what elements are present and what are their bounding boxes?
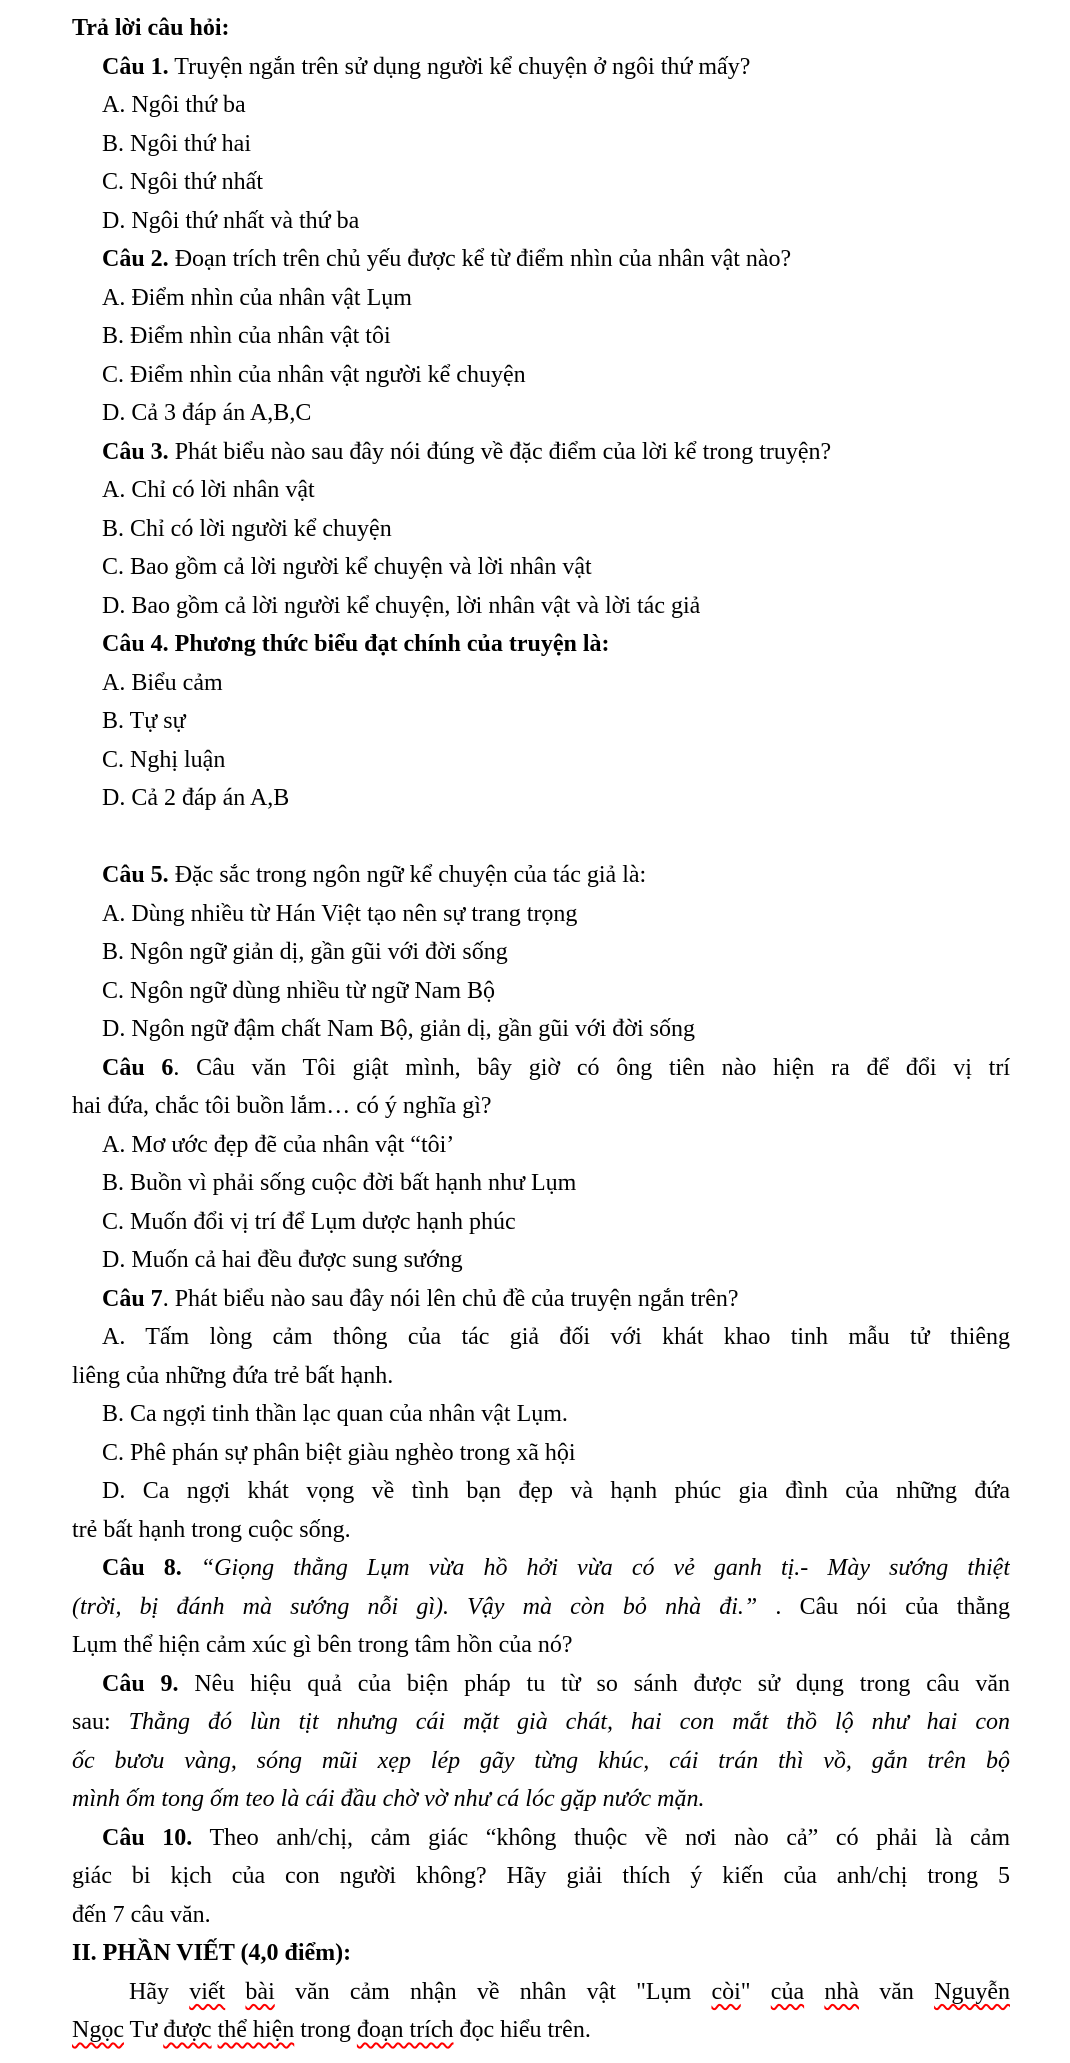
question-9-line-2 bbox=[72, 1703, 1010, 1742]
question-9-line-1-number-label: Câu 9. bbox=[102, 1670, 179, 1697]
question-6-option-d bbox=[72, 1241, 1010, 1280]
question-1-option-c-text-0: C. Ngôi thứ nhất bbox=[102, 169, 264, 195]
question-10-line-1-number-label: Câu 10. bbox=[102, 1824, 193, 1851]
question-1-option-c bbox=[72, 163, 1010, 202]
essay-prompt-line-1-text-4: văn cảm nhận về nhân vật "Lụm bbox=[274, 1978, 712, 2005]
essay-prompt-line-2-spellcheck-word-4: thể hiện bbox=[217, 2017, 295, 2043]
question-6-option-a-text-0: A. Mơ ước đẹp đẽ của nhân vật “tôi’ bbox=[102, 1131, 455, 1158]
question-8-line-1 bbox=[72, 1549, 1010, 1588]
question-1-option-a bbox=[72, 86, 1010, 125]
question-1-number-label: Câu 1. bbox=[102, 53, 169, 80]
question-7-option-b-text-0: B. Ca ngợi tinh thần lạc quan của nhân vật Lụm. bbox=[102, 1401, 568, 1427]
question-7-option-a-line-1 bbox=[72, 1318, 1010, 1357]
essay-prompt-line-1-text-8 bbox=[804, 1979, 824, 2005]
question-3-option-c-text-0: C. Bao gồm cả lời người kể chuyện và lời nhân vật bbox=[102, 554, 592, 580]
question-7-option-d-line-1-text-0: D. Ca ngợi khát vọng về tình bạn đẹp và hạnh phúc gia đình của những đứa bbox=[102, 1478, 1010, 1504]
question-5-option-a-text-0: A. Dùng nhiều từ Hán Việt tạo nên sự trang trọng bbox=[102, 900, 578, 927]
question-4-option-a bbox=[72, 664, 1010, 703]
essay-prompt-line-1-text-10: văn bbox=[858, 1978, 935, 2005]
question-7-text-1: . Phát biểu nào sau đây nói lên chủ đề của truyện ngắn trên? bbox=[162, 1285, 739, 1312]
question-6-line-1-text-1: . Câu văn Tôi giật mình, bây giờ có ông tiên nào hiện ra để đổi vị trí bbox=[173, 1054, 1010, 1081]
question-6-line-2 bbox=[72, 1087, 1010, 1126]
essay-prompt-line-1-spellcheck-word-9: nhà bbox=[824, 1978, 859, 2005]
question-9-line-4-text-0: mình ốm tong ốm teo là cái đầu chờ vờ như cá lóc gặp nước mặn. bbox=[72, 1786, 705, 1812]
section-ii-heading bbox=[72, 1934, 1010, 1973]
question-4-option-a-text-0: A. Biểu cảm bbox=[102, 669, 223, 696]
question-1-option-a-text-0: A. Ngôi thứ ba bbox=[102, 92, 246, 118]
question-2-option-b bbox=[72, 317, 1010, 356]
question-3-option-a-text-0: A. Chỉ có lời nhân vật bbox=[102, 477, 315, 503]
question-5-option-b-text-0: B. Ngôn ngữ giản dị, gần gũi với đời sống bbox=[102, 939, 508, 965]
question-3-option-a bbox=[72, 471, 1010, 510]
question-3 bbox=[72, 433, 1010, 472]
question-4-option-b bbox=[72, 702, 1010, 741]
question-6-option-c bbox=[72, 1203, 1010, 1242]
question-3-option-d-text-0: D. Bao gồm cả lời người kể chuyện, lời nhân vật và lời tác giả bbox=[102, 592, 701, 619]
essay-prompt-line-1-text-0: Hãy bbox=[129, 1978, 190, 2005]
question-7-option-a-line-1-text-0: A. Tấm lòng cảm thông của tác giả đối với khát khao tinh mẫu tử thiêng bbox=[102, 1324, 1010, 1350]
essay-prompt-line-1-spellcheck-word-5: còi bbox=[711, 1978, 741, 2005]
essay-prompt-line-2-spellcheck-word-6: đoạn trích bbox=[356, 2017, 454, 2043]
question-2-option-b-text-0: B. Điểm nhìn của nhân vật tôi bbox=[102, 323, 391, 349]
question-2-number-label: Câu 2. bbox=[102, 246, 169, 272]
question-7-option-c bbox=[72, 1434, 1010, 1473]
question-10-line-1-text-1: Theo anh/chị, cảm giác “không thuộc về nơi nào cả” có phải là cảm bbox=[192, 1824, 1010, 1851]
question-6-option-a bbox=[72, 1126, 1010, 1165]
question-4-option-c bbox=[72, 741, 1010, 780]
question-6-option-b-text-0: B. Buồn vì phải sống cuộc đời bất hạnh như Lụm bbox=[102, 1170, 577, 1196]
question-9-line-1-text-1: Nêu hiệu quả của biện pháp tu từ so sánh được sử dụng trong câu văn bbox=[178, 1670, 1010, 1697]
question-7-option-a-line-2 bbox=[72, 1357, 1010, 1396]
question-5-text-1: Đặc sắc trong ngôn ngữ kể chuyện của tác giả là: bbox=[168, 862, 647, 888]
question-8-line-2-text-0: (trời, bị đánh mà sướng nỗi gì). Vậy mà còn bỏ nhà đi.” bbox=[72, 1593, 758, 1620]
question-6-option-d-text-0: D. Muốn cả hai đều được sung sướng bbox=[102, 1247, 463, 1273]
question-5-option-d-text-0: D. Ngôn ngữ đậm chất Nam Bộ, giản dị, gần gũi với đời sống bbox=[102, 1016, 695, 1042]
question-2-option-d-text-0: D. Cả 3 đáp án A,B,C bbox=[102, 400, 312, 426]
question-3-option-c bbox=[72, 548, 1010, 587]
question-9-line-4 bbox=[72, 1780, 1010, 1819]
essay-prompt-line-1-spellcheck-word-1: viết bbox=[189, 1978, 226, 2005]
question-5-option-c-text-0: C. Ngôn ngữ dùng nhiều từ ngữ Nam Bộ bbox=[102, 977, 496, 1004]
question-5 bbox=[72, 856, 1010, 895]
question-7-option-c-text-0: C. Phê phán sự phân biệt giàu nghèo trong xã hội bbox=[102, 1439, 576, 1466]
essay-prompt-line-1-spellcheck-word-7: của bbox=[770, 1978, 805, 2005]
question-8-line-1-text-1: “Giọng thằng Lụm vừa hồ hởi vừa có vẻ ganh tị.- Mày sướng thiệt bbox=[181, 1555, 1010, 1581]
essay-prompt-line-1-text-2 bbox=[225, 1979, 245, 2005]
question-6-line-1-number-label: Câu 6 bbox=[102, 1054, 174, 1081]
answer-instruction-heading-number-label: Trả lời câu hỏi: bbox=[72, 15, 230, 41]
question-2-option-a-text-0: A. Điểm nhìn của nhân vật Lụm bbox=[102, 284, 412, 311]
question-2-option-a bbox=[72, 279, 1010, 318]
blank-line bbox=[72, 818, 1010, 857]
essay-prompt-line-2-text-1: Tư bbox=[123, 2017, 164, 2043]
question-4-option-c-text-0: C. Nghị luận bbox=[102, 746, 226, 773]
question-10-line-3-text-0: đến 7 câu văn. bbox=[72, 1901, 211, 1928]
question-4-option-d-text-0: D. Cả 2 đáp án A,B bbox=[102, 785, 290, 811]
question-2-option-c-text-0: C. Điểm nhìn của nhân vật người kể chuyện bbox=[102, 361, 526, 388]
section-ii-heading-number-label: II. PHẦN VIẾT (4,0 điểm): bbox=[72, 1940, 352, 1966]
question-10-line-3 bbox=[72, 1896, 1010, 1935]
question-2-option-c bbox=[72, 356, 1010, 395]
question-9-line-2-text-1: Thằng đó lùn tịt nhưng cái mặt già chát, hai con mắt thồ lộ như hai con bbox=[128, 1709, 1010, 1735]
question-7-option-d-line-2-text-0: trẻ bất hạnh trong cuộc sống. bbox=[72, 1516, 351, 1543]
question-6-option-b bbox=[72, 1164, 1010, 1203]
question-5-number-label: Câu 5. bbox=[102, 862, 169, 888]
question-4 bbox=[72, 625, 1010, 664]
essay-prompt-line-1-text-6: " bbox=[740, 1978, 771, 2005]
essay-prompt-line-2-spellcheck-word-0: Ngọc bbox=[72, 2017, 124, 2043]
question-5-option-a bbox=[72, 895, 1010, 934]
question-7-number-label: Câu 7 bbox=[102, 1285, 163, 1312]
question-1-option-d-text-0: D. Ngôi thứ nhất và thứ ba bbox=[102, 207, 360, 234]
question-1-option-b bbox=[72, 125, 1010, 164]
question-3-text-1: Phát biểu nào sau đây nói đúng về đặc điểm của lời kể trong truyện? bbox=[168, 438, 832, 465]
question-3-option-b-text-0: B. Chỉ có lời người kể chuyện bbox=[102, 515, 392, 542]
question-3-number-label: Câu 3. bbox=[102, 438, 169, 465]
essay-prompt-line-1-spellcheck-word-3: bài bbox=[245, 1978, 275, 2005]
question-8-line-2 bbox=[72, 1588, 1010, 1627]
answer-instruction-heading bbox=[72, 9, 1010, 48]
question-7-option-d-line-1 bbox=[72, 1472, 1010, 1511]
document-text-body bbox=[72, 9, 1010, 2050]
question-4-number-label: Câu 4. Phương thức biểu đạt chính của truyện là: bbox=[102, 631, 610, 657]
question-1-option-b-text-0: B. Ngôi thứ hai bbox=[102, 130, 252, 157]
question-2-text-1: Đoạn trích trên chủ yếu được kể từ điểm nhìn của nhân vật nào? bbox=[168, 246, 792, 272]
question-9-line-3 bbox=[72, 1742, 1010, 1781]
question-10-line-2-text-0: giác bi kịch của con người không? Hãy giải thích ý kiến của anh/chị trong 5 bbox=[72, 1863, 1010, 1889]
question-9-line-3-text-0: ốc bươu vàng, sóng mũi xẹp lép gãy từng khúc, cái trán thì vồ, gắn trên bộ bbox=[72, 1747, 1010, 1774]
question-4-option-b-text-0: B. Tự sự bbox=[102, 708, 186, 734]
question-5-option-b bbox=[72, 933, 1010, 972]
question-8-line-2-text-1: . Câu nói của thằng bbox=[757, 1593, 1010, 1620]
question-7-option-b bbox=[72, 1395, 1010, 1434]
question-5-option-c bbox=[72, 972, 1010, 1011]
question-7-option-a-line-2-text-0: liêng của những đứa trẻ bất hạnh. bbox=[72, 1362, 394, 1389]
question-8-line-3-text-0: Lụm thể hiện cảm xúc gì bên trong tâm hồn của nó? bbox=[72, 1632, 573, 1658]
essay-prompt-line-2-text-5: trong bbox=[294, 2017, 357, 2043]
question-7-option-d-line-2 bbox=[72, 1511, 1010, 1550]
question-10-line-2 bbox=[72, 1857, 1010, 1896]
essay-prompt-line-1-spellcheck-word-11: Nguyễn bbox=[934, 1978, 1010, 2005]
essay-prompt-line-1 bbox=[72, 1973, 1010, 2012]
question-6-option-c-text-0: C. Muốn đổi vị trí để Lụm dược hạnh phúc bbox=[102, 1208, 516, 1235]
question-2 bbox=[72, 240, 1010, 279]
question-1-text-1: Truyện ngắn trên sử dụng người kể chuyện ở ngôi thứ mấy? bbox=[168, 53, 751, 80]
essay-prompt-line-2-spellcheck-word-2: được bbox=[163, 2017, 212, 2043]
question-6-line-1 bbox=[72, 1049, 1010, 1088]
question-7 bbox=[72, 1280, 1010, 1319]
question-4-option-d bbox=[72, 779, 1010, 818]
question-3-option-d bbox=[72, 587, 1010, 626]
question-2-option-d bbox=[72, 394, 1010, 433]
question-9-line-1 bbox=[72, 1665, 1010, 1704]
question-1 bbox=[72, 48, 1010, 87]
question-5-option-d bbox=[72, 1010, 1010, 1049]
question-9-line-2-text-0: sau: bbox=[72, 1709, 129, 1735]
question-10-line-1 bbox=[72, 1819, 1010, 1858]
question-1-option-d bbox=[72, 202, 1010, 241]
essay-prompt-line-2 bbox=[72, 2011, 1010, 2050]
question-6-line-2-text-0: hai đứa, chắc tôi buồn lắm… có ý nghĩa gì? bbox=[72, 1093, 492, 1119]
essay-prompt-line-2-text-7: đọc hiểu trên. bbox=[453, 2017, 591, 2043]
question-3-option-b bbox=[72, 510, 1010, 549]
question-8-line-3 bbox=[72, 1626, 1010, 1665]
question-8-line-1-number-label: Câu 8. bbox=[102, 1555, 182, 1581]
